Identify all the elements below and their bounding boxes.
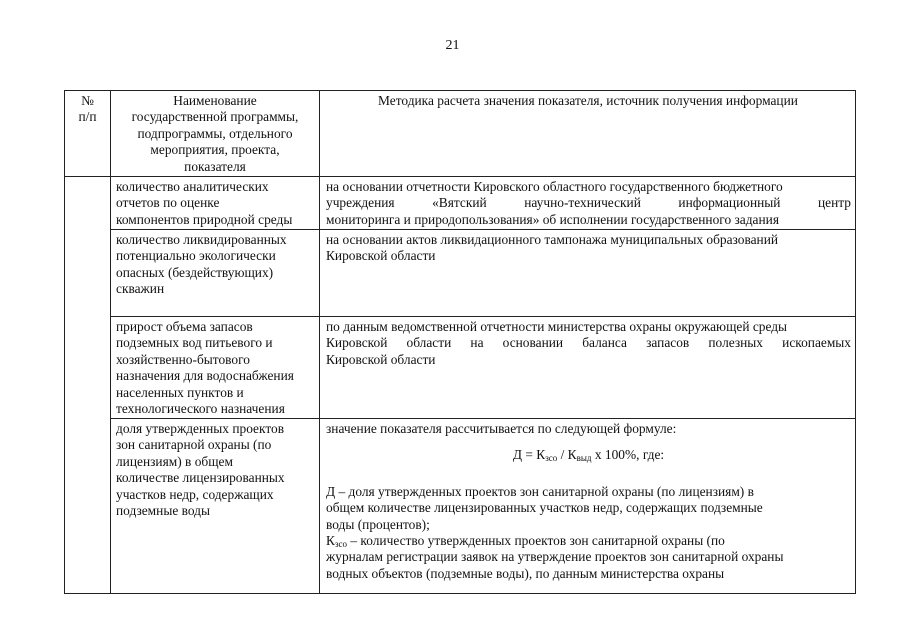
formula-intro: значение показателя рассчитывается по следующей формуле: bbox=[326, 421, 677, 436]
definition-k: $К_{зсо}$ – количество утвержденных проектов зон санитарной охраны (по bbox=[326, 533, 725, 550]
indicator-table bbox=[64, 90, 856, 594]
header-number: № п/п bbox=[78, 93, 97, 125]
row-1-method: на основании отчетности Кировского областного государственного бюджетного учреждения «Вятский научно-технический информационный центр мониторинга и природопользования» об исполнении государственного задания bbox=[326, 179, 851, 227]
row-3-method: по данным ведомственной отчетности министерства охраны окружающей среды Кировской области на основании баланса запасов полезных ископаемых Кировской области bbox=[326, 319, 851, 367]
row-3-name: прирост объема запасов подземных вод питьевого и хозяйственно-бытового назначения для водоснабжения населенных пунктов и технологического назначения bbox=[116, 319, 294, 417]
row-1-name: количество аналитических отчетов по оценке компонентов природной среды bbox=[116, 179, 293, 227]
formula: $Д = К_{зсо} / К_{выд}$ х 100%, где: bbox=[512, 447, 665, 464]
row-4-method: значение показателя рассчитывается по следующей формуле: $Д = К_{зсо} / К_{выд}$ х 100%, где: Д – доля утвержденных проектов зон санитарной охраны (по лицензиям) в общем количестве лицензированных участков недр, содержащих подземные воды (процентов); $К_{зсо}$ – количество утвержденных проектов зон санитарной охраны (по журналам регистрации заявок на утверждение проектов зон санитарной охраны водных объектов (подземные воды), по данным министерства охраны bbox=[320, 421, 856, 582]
header-method: Методика расчета значения показателя, источник получения информации bbox=[378, 93, 798, 108]
definition-d: Д – доля утвержденных проектов зон санитарной охраны (по лицензиям) в bbox=[326, 483, 754, 499]
page-number: 21 bbox=[445, 38, 460, 53]
row-divider bbox=[110, 316, 855, 317]
header-name: Наименование государственной программы, подпрограммы, отдельного мероприятия, проекта, показателя bbox=[131, 93, 299, 174]
row-2-name: количество ликвидированных потенциально экологически опасных (бездействующих) скважин bbox=[116, 232, 287, 297]
row-2-method: на основании актов ликвидационного тампонажа муниципальных образований Кировской области bbox=[326, 232, 779, 264]
row-divider bbox=[65, 176, 855, 177]
row-4-name: доля утвержденных проектов зон санитарной охраны (по лицензиям) в общем количестве лицензированных участков недр, содержащих подземные воды bbox=[116, 421, 285, 519]
row-divider bbox=[110, 418, 855, 419]
row-divider bbox=[110, 229, 855, 230]
